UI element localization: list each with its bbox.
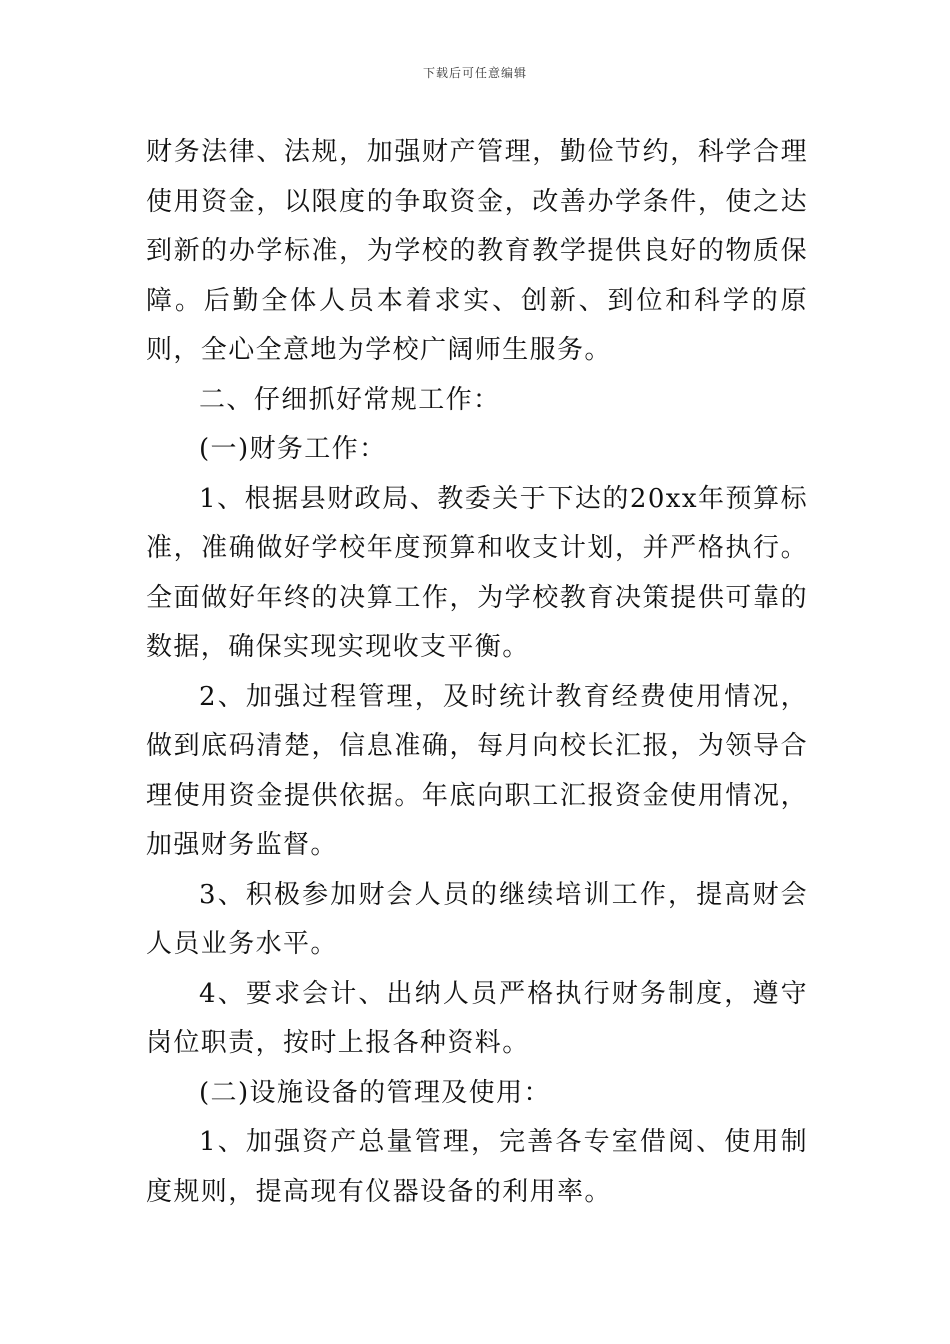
finance-item-1: 1、根据县财政局、教委关于下达的20xx年预算标准，准确做好学校年度预算和收支计划，并严格执行。全面做好年终的决算工作，为学校教育决策提供可靠的数据，确保实现实现收支平衡。	[146, 483, 808, 662]
finance-item-3: 3、积极参加财会人员的继续培训工作，提高财会人员业务水平。	[146, 879, 808, 959]
section-heading-2: 二、仔细抓好常规工作：	[199, 384, 501, 415]
subsection-heading-finance: (一)财务工作：	[199, 434, 387, 464]
finance-item-2: 2、加强过程管理，及时统计教育经费使用情况，做到底码清楚，信息准确，每月向校长汇报，为领导合理使用资金提供依据。年底向职工汇报资金使用情况，加强财务监督。	[146, 681, 808, 860]
paragraph-1: 财务法律、法规，加强财产管理，勤俭节约，科学合理使用资金，以限度的争取资金，改善办学条件，使之达到新的办学标准，为学校的教育教学提供良好的物质保障。后勤全体人员本着求实、创新、到位和科学的原则，全心全意地为学校广阔师生服务。	[146, 137, 808, 365]
header-note: 下载后可任意编辑	[422, 66, 527, 80]
finance-item-4: 4、要求会计、出纳人员严格执行财务制度，遵守岗位职责，按时上报各种资料。	[146, 978, 808, 1058]
facilities-item-1: 1、加强资产总量管理，完善各专室借阅、使用制度规则，提高现有仪器设备的利用率。	[146, 1127, 808, 1207]
document-body	[146, 128, 808, 1217]
subsection-heading-facilities: (二)设施设备的管理及使用：	[199, 1077, 551, 1108]
